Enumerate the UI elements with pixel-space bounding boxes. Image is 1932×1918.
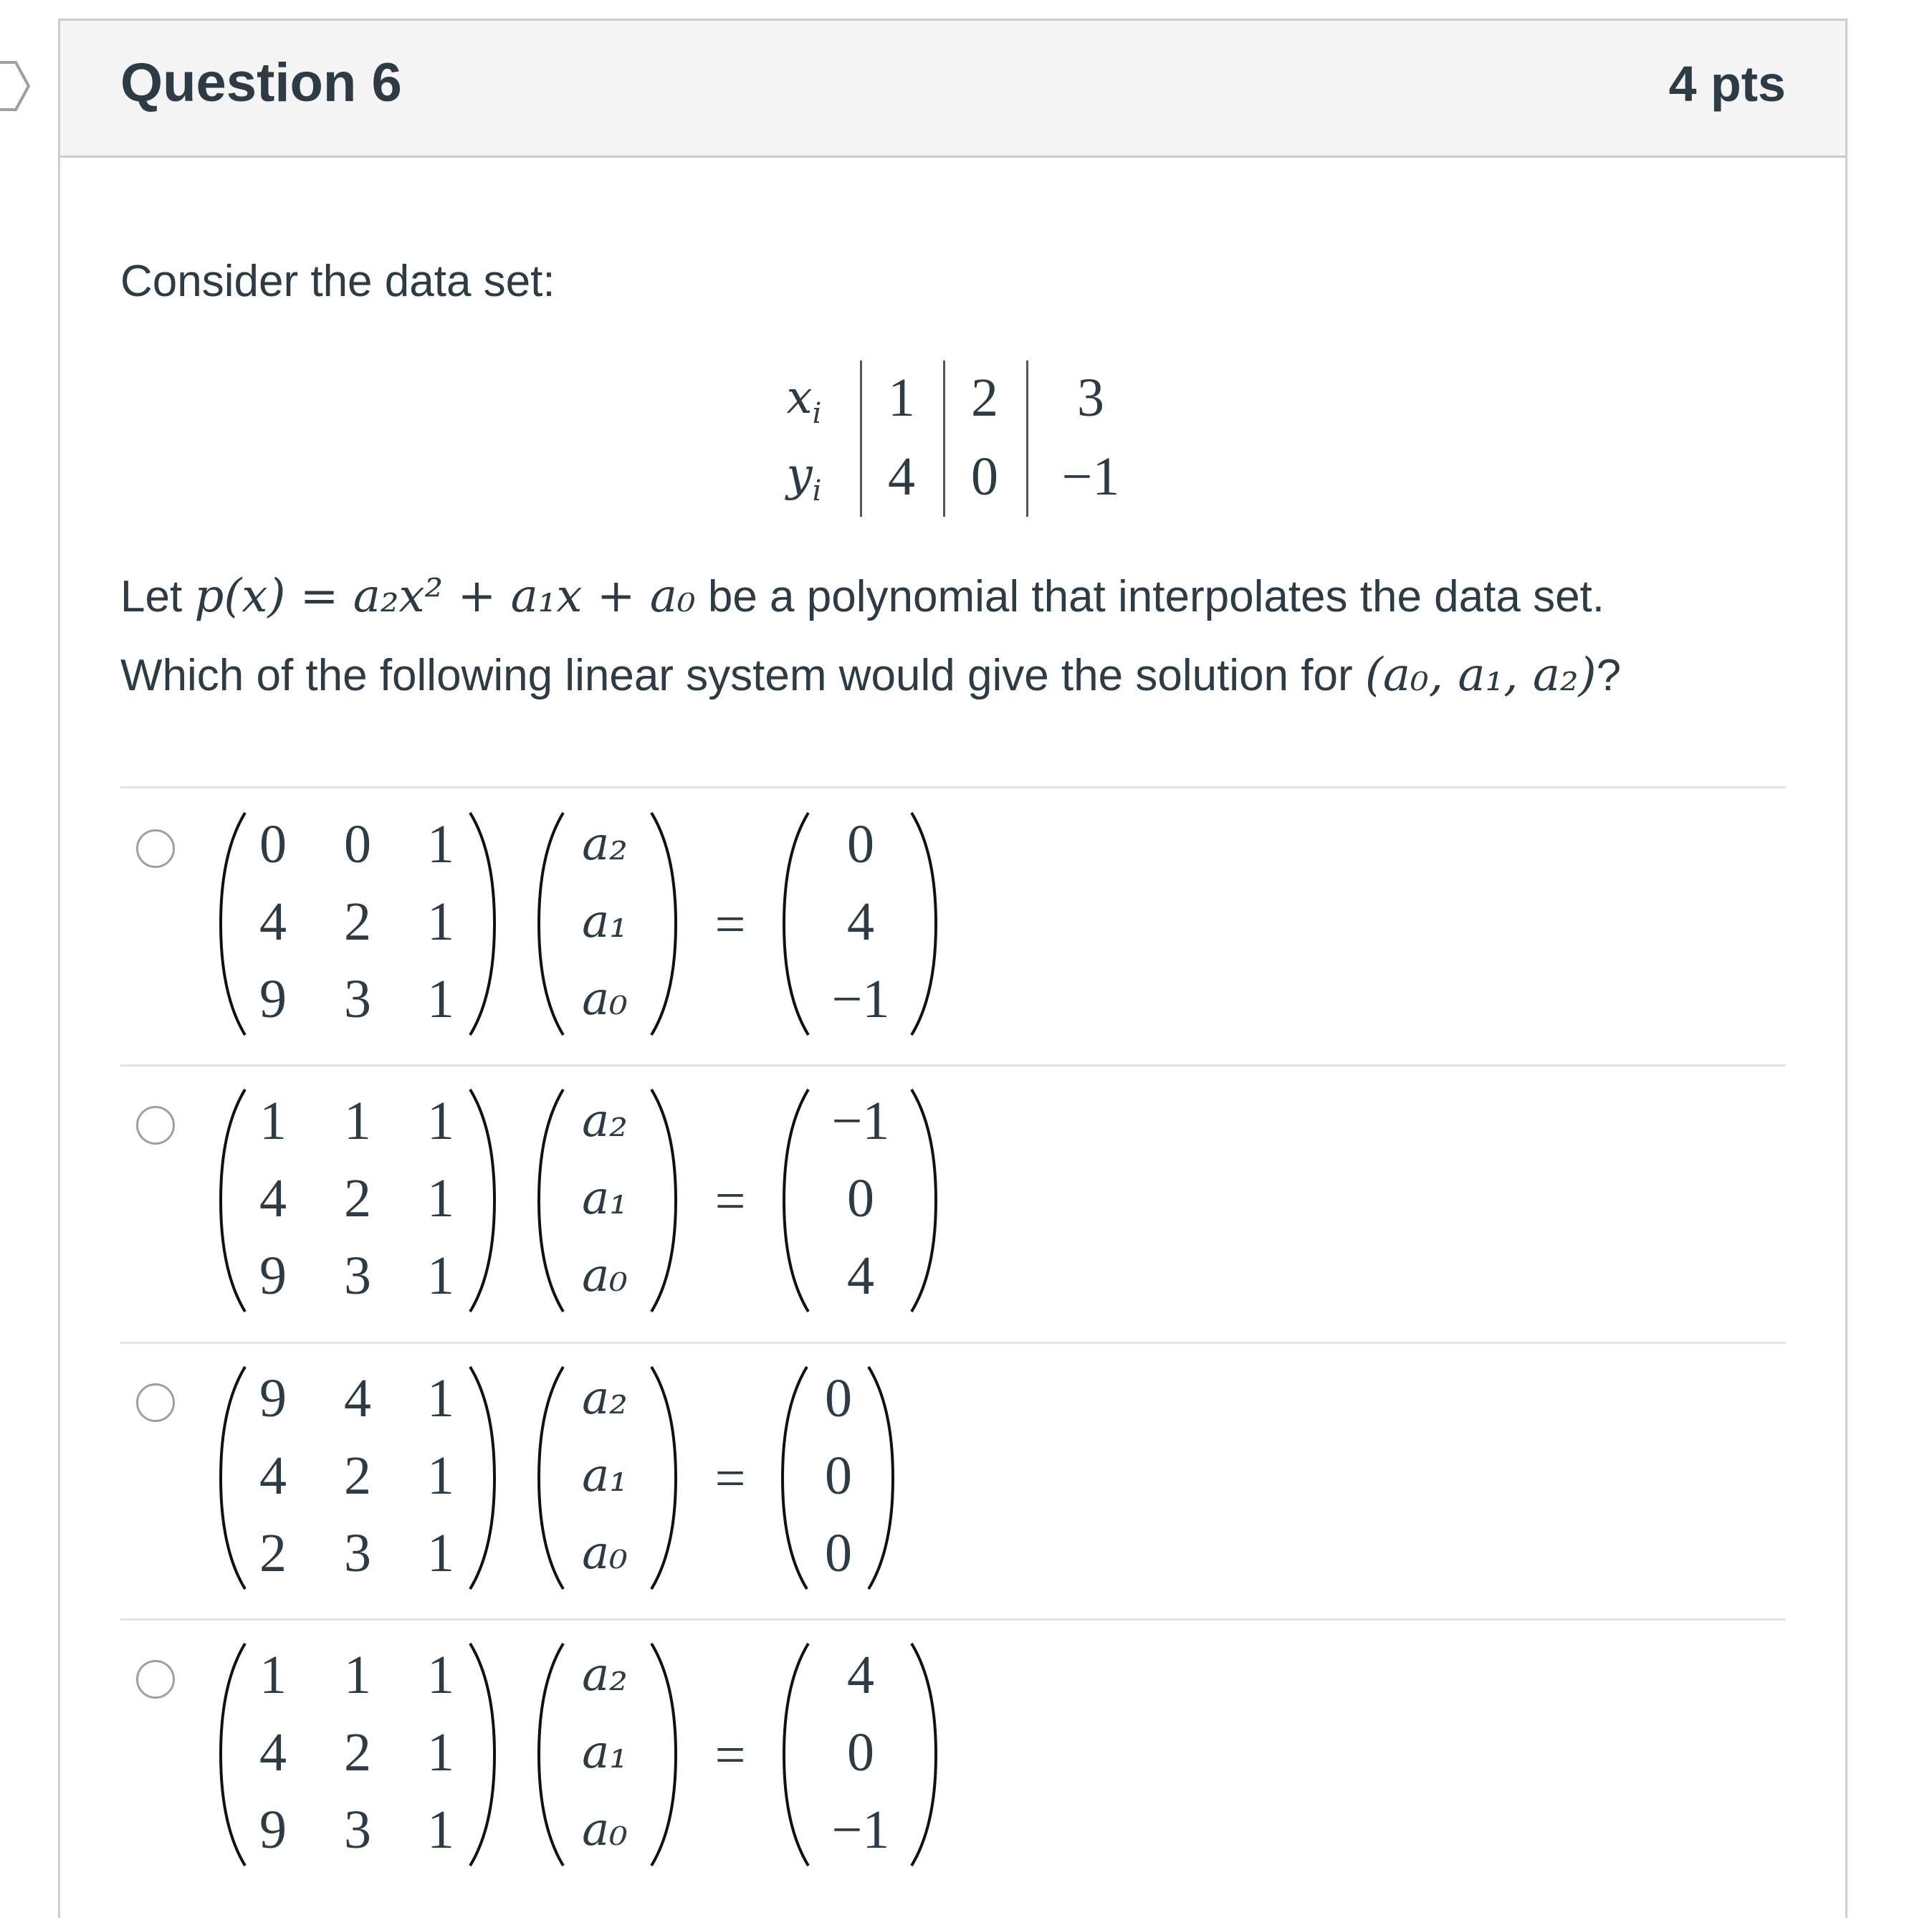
table-divider (860, 361, 862, 517)
vector-left-paren (537, 1367, 566, 1589)
matrix-left-paren (219, 1643, 248, 1866)
matrix-entry: 4 (344, 1368, 371, 1428)
matrix-right-paren (467, 1643, 496, 1866)
matrix-entry: 1 (344, 1645, 371, 1705)
option-radio-1[interactable] (136, 829, 175, 868)
rhs-entry: 4 (847, 892, 874, 952)
rhs-right-paren (909, 1643, 937, 1866)
vector-left-paren (537, 1643, 566, 1866)
vector-right-paren (649, 1643, 677, 1866)
option-divider (120, 1064, 1786, 1067)
y-value: 4 (888, 447, 915, 507)
matrix-entry: 9 (259, 1246, 287, 1306)
unknown-entry: a₂ (582, 818, 628, 871)
matrix-entry: 0 (259, 814, 287, 874)
vector-right-paren (649, 1367, 677, 1589)
question-nav-arrow-icon[interactable] (0, 60, 32, 112)
matrix-entry: 4 (259, 1722, 287, 1783)
matrix-entry: 1 (427, 1800, 454, 1860)
unknown-entry: a₁ (582, 1726, 628, 1779)
matrix-entry: 1 (427, 1368, 454, 1428)
unknowns-tuple: (a₀, a₁, a₂) (1364, 649, 1597, 702)
matrix-entry: 2 (344, 1168, 371, 1228)
row-label-x: $x_i$ (786, 371, 822, 430)
matrix-entry: 1 (344, 1091, 371, 1151)
unknown-entry: a₁ (582, 895, 628, 948)
matrix-left-paren (219, 1089, 248, 1312)
rhs-entry: −1 (831, 969, 890, 1029)
table-divider (1026, 361, 1028, 517)
option-divider (120, 1342, 1786, 1344)
matrix-entry: 9 (259, 969, 287, 1029)
rhs-entry: −1 (831, 1091, 890, 1151)
option-divider (120, 786, 1786, 788)
prompt-text: Let (120, 572, 195, 621)
equals-sign: = (714, 894, 746, 955)
matrix-entry: 2 (259, 1523, 287, 1583)
option-radio-4[interactable] (136, 1660, 175, 1699)
rhs-entry: 0 (847, 1722, 874, 1783)
matrix-right-paren (467, 813, 496, 1035)
rhs-left-paren (783, 1089, 811, 1312)
x-value: 3 (1077, 368, 1104, 428)
matrix-right-paren (467, 1367, 496, 1589)
matrix-entry: 4 (259, 1168, 287, 1228)
matrix-entry: 1 (427, 1446, 454, 1506)
matrix-entry: 3 (344, 1246, 371, 1306)
rhs-entry: 0 (825, 1523, 852, 1583)
matrix-entry: 0 (344, 814, 371, 874)
rhs-entry: 0 (825, 1446, 852, 1506)
matrix-entry: 1 (427, 1168, 454, 1228)
prompt-line-2 (120, 649, 1622, 702)
matrix-entry: 1 (427, 814, 454, 874)
matrix-entry: 4 (259, 892, 287, 952)
option-radio-3[interactable] (136, 1383, 175, 1422)
unknown-entry: a₁ (582, 1172, 628, 1225)
matrix-entry: 1 (427, 892, 454, 952)
matrix-right-paren (467, 1089, 496, 1312)
question-title: Question 6 (120, 52, 402, 113)
rhs-left-paren (783, 813, 811, 1035)
rhs-entry: 0 (825, 1368, 852, 1428)
matrix-entry: 1 (427, 1091, 454, 1151)
rhs-left-paren (781, 1367, 810, 1589)
matrix-entry: 1 (427, 1722, 454, 1783)
matrix-entry: 2 (344, 1446, 371, 1506)
matrix-entry: 3 (344, 1800, 371, 1860)
matrix-entry: 1 (259, 1091, 287, 1151)
unknown-entry: a₀ (582, 1527, 628, 1580)
rhs-entry: 0 (847, 814, 874, 874)
matrix-entry: 1 (427, 1523, 454, 1583)
rhs-entry: 4 (847, 1246, 874, 1306)
vector-left-paren (537, 813, 566, 1035)
y-value: −1 (1061, 447, 1120, 507)
unknown-entry: a₁ (582, 1449, 628, 1502)
unknown-entry: a₂ (582, 1649, 628, 1702)
rhs-entry: 4 (847, 1645, 874, 1705)
unknown-entry: a₂ (582, 1372, 628, 1425)
prompt-text: ? (1596, 651, 1622, 700)
matrix-entry: 1 (427, 969, 454, 1029)
polynomial-formula: p(x) = a₂x² + a₁x + a₀ (194, 570, 696, 623)
x-value: 1 (888, 368, 915, 428)
matrix-left-paren (219, 813, 248, 1035)
unknown-entry: a₀ (582, 1803, 628, 1856)
unknown-entry: a₂ (582, 1094, 628, 1148)
question-points: 4 pts (1668, 56, 1786, 112)
option-radio-2[interactable] (136, 1106, 175, 1145)
matrix-entry: 3 (344, 969, 371, 1029)
matrix-entry: 4 (259, 1446, 287, 1506)
vector-left-paren (537, 1089, 566, 1312)
rhs-right-paren (909, 813, 937, 1035)
intro-text: Consider the data set: (120, 257, 555, 306)
prompt-text: Which of the following linear system would give the solution for (120, 651, 1365, 700)
unknown-entry: a₀ (582, 973, 628, 1026)
rhs-right-paren (909, 1089, 937, 1312)
row-label-y: $y_i$ (786, 449, 822, 507)
table-divider (943, 361, 945, 517)
unknown-entry: a₀ (582, 1249, 628, 1302)
matrix-left-paren (219, 1367, 248, 1589)
x-value: 2 (971, 368, 998, 428)
vector-right-paren (649, 1089, 677, 1312)
matrix-entry: 2 (344, 1722, 371, 1783)
equals-sign: = (714, 1725, 746, 1785)
rhs-left-paren (783, 1643, 811, 1866)
rhs-entry: 0 (847, 1168, 874, 1228)
option-divider (120, 1618, 1786, 1621)
rhs-right-paren (866, 1367, 894, 1589)
vector-right-paren (649, 813, 677, 1035)
rhs-entry: −1 (831, 1800, 890, 1860)
matrix-entry: 3 (344, 1523, 371, 1583)
prompt-line-1 (120, 570, 1605, 623)
matrix-entry: 9 (259, 1368, 287, 1428)
matrix-entry: 9 (259, 1800, 287, 1860)
matrix-entry: 1 (427, 1246, 454, 1306)
matrix-entry: 2 (344, 892, 371, 952)
equals-sign: = (714, 1171, 746, 1231)
y-value: 0 (971, 447, 998, 507)
prompt-text: be a polynomial that interpolates the data set. (695, 572, 1605, 621)
matrix-entry: 1 (259, 1645, 287, 1705)
equals-sign: = (714, 1449, 746, 1509)
matrix-entry: 1 (427, 1645, 454, 1705)
